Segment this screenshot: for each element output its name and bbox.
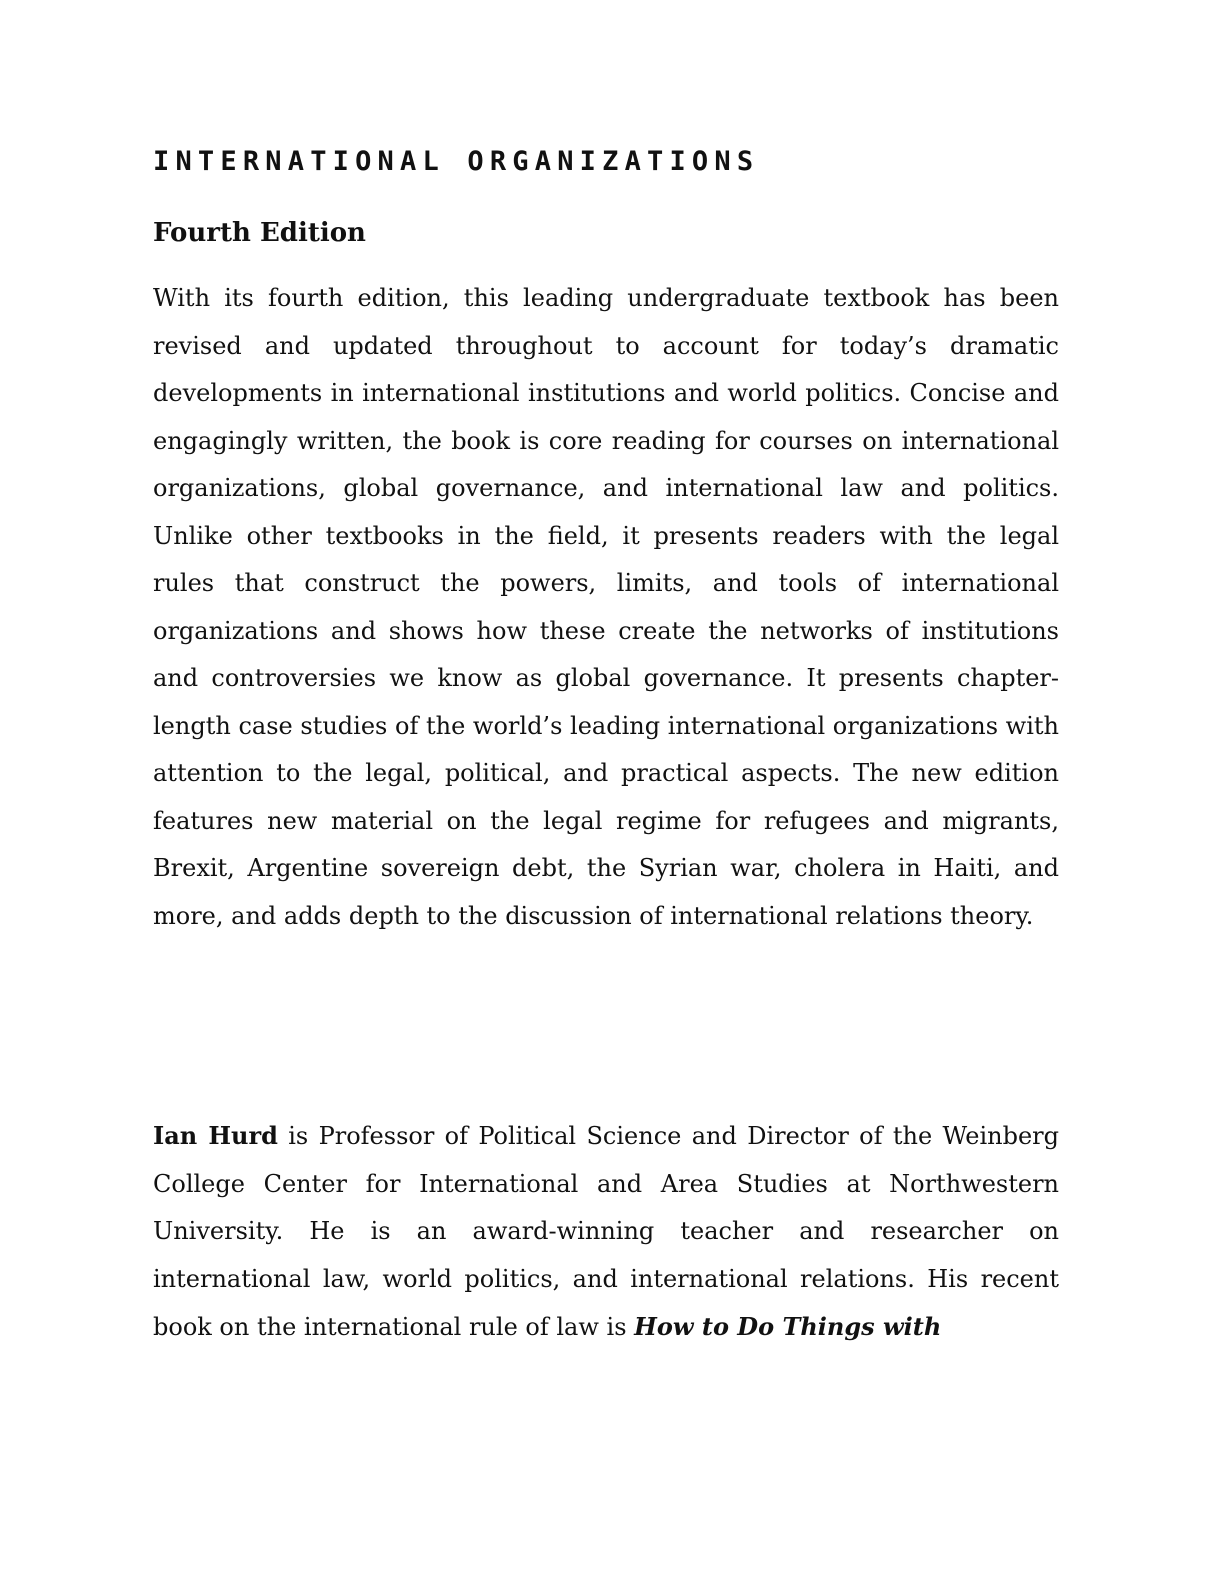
- edition-heading: Fourth Edition: [153, 218, 366, 248]
- author-bio: [153, 1112, 1059, 1352]
- author-bio-text: is Professor of Political Science and Director of the Weinberg College Center for International and Area Studies at Northwestern University. He is an award-winning teacher and researcher on international law, world politics, and international relations. His recent book on the international rule of law is: [153, 1122, 1059, 1341]
- book-title: INTERNATIONAL ORGANIZATIONS: [153, 146, 760, 177]
- book-title-reference: How to Do Things with: [634, 1312, 942, 1341]
- author-name: Ian Hurd: [153, 1121, 278, 1150]
- book-description: With its fourth edition, this leading undergraduate textbook has been revised and updated throughout to account for today’s dramatic developments in international institutions and world politics. Concise and engagingly written, the book is core reading for courses on international organizations, global governance, and international law and politics. Unlike other textbooks in the field, it presents readers with the legal rules that construct the powers, limits, and tools of international organizations and shows how these create the networks of institutions and controversies we know as global governance. It presents chapter-length case studies of the world’s leading international organizations with attention to the legal, political, and practical aspects. The new edition features new material on the legal regime for refugees and migrants, Brexit, Argentine sovereign debt, the Syrian war, cholera in Haiti, and more, and adds depth to the discussion of international relations theory.: [153, 284, 1059, 930]
